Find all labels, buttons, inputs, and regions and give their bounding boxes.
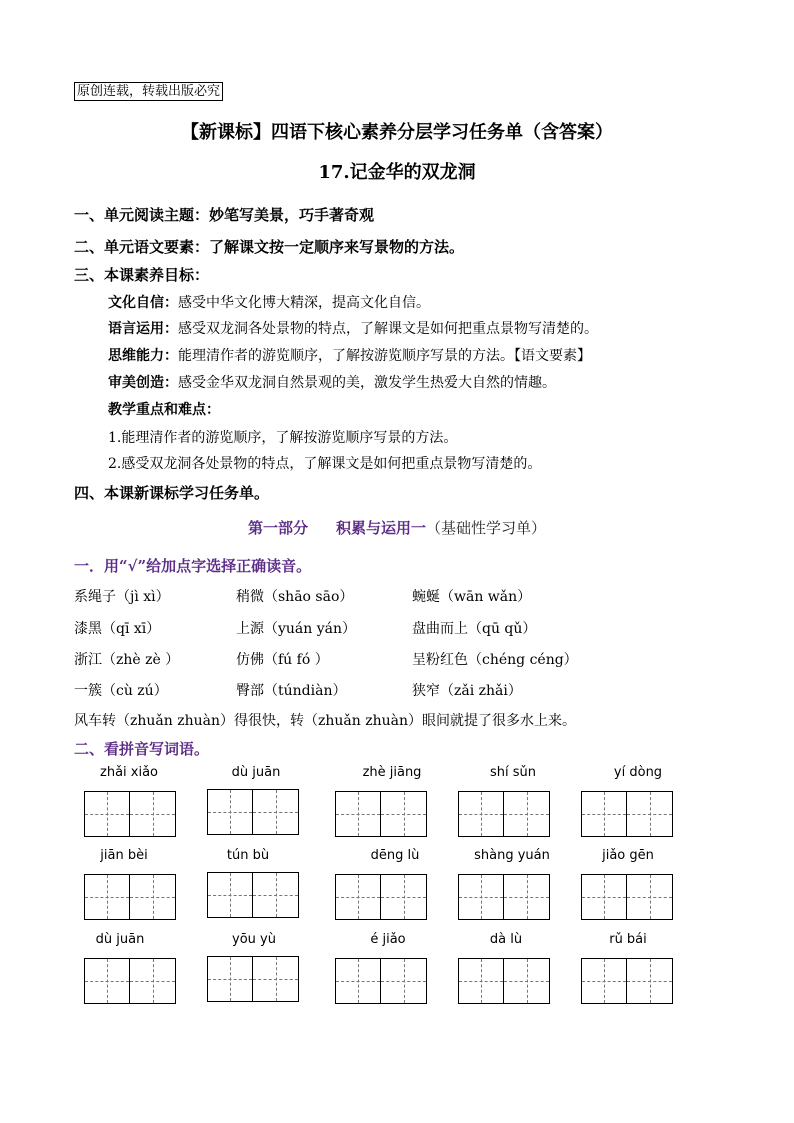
writing-grid[interactable] (458, 791, 550, 837)
goal-text: 能理清作者的游览顺序，了解按游览顺序写景的方法。【语文要素】 (178, 348, 591, 364)
writing-grid[interactable] (335, 958, 427, 1004)
goal-label: 审美创造： (108, 375, 178, 391)
pinyin-label: shàng yuán (474, 848, 550, 863)
writing-grid[interactable] (581, 791, 673, 837)
writing-grid[interactable] (335, 791, 427, 837)
copyright-notice: 原创连载，转载出版必究 (74, 82, 223, 101)
goal-label: 思维能力： (108, 348, 178, 364)
section-goals-heading: 三、本课素养目标： (74, 266, 210, 284)
pinyin-label: jiān bèi (100, 848, 148, 863)
goal-text: 感受中华文化博大精深，提高文化自信。 (178, 295, 430, 311)
q1-item: 盘曲而上（qū qǔ） (412, 621, 537, 637)
q1-item: 蜿蜒（wān wǎn） (412, 589, 532, 605)
pinyin-label: shí sǔn (489, 765, 536, 780)
pinyin-label: dà lù (489, 932, 523, 947)
q1-item: 仿佛（fú fó ） (236, 652, 329, 668)
goal-label: 文化自信： (108, 295, 178, 311)
writing-grid[interactable] (458, 874, 550, 920)
writing-grid[interactable] (581, 874, 673, 920)
q1-item: 浙江（zhè zè ） (74, 652, 180, 668)
section-language-elements: 二、单元语文要素：了解课文按一定顺序来写景物的方法。 (74, 238, 465, 256)
pinyin-label: tún bù (226, 848, 270, 863)
q1-item: 稍微（shāo sāo） (236, 589, 354, 605)
part-title: 第一部分 (247, 519, 308, 537)
writing-grid[interactable] (84, 791, 176, 837)
q1-item: 呈粉红色（chéng céng） (412, 652, 578, 668)
q1-item: 狭窄（zǎi zhǎi） (412, 683, 522, 699)
q1-item: 一簇（cù zú） (74, 683, 168, 699)
q1-heading: 一．用“√”给加点字选择正确读音。 (74, 557, 312, 575)
pinyin-label: zhè jiāng (362, 765, 422, 780)
writing-grid[interactable] (207, 789, 299, 835)
pinyin-label: dù juān (95, 932, 145, 947)
writing-grid[interactable] (207, 956, 299, 1002)
pinyin-label: yōu yù (232, 932, 276, 947)
goal-aesthetic (108, 372, 556, 392)
lesson-title: 17.记金华的双龙洞 (318, 162, 476, 183)
goal-text: 感受金华双龙洞自然景观的美，激发学生热爱大自然的情趣。 (178, 375, 556, 391)
section-reading-theme: 一、单元阅读主题：妙笔写美景，巧手著奇观 (74, 206, 375, 224)
pinyin-label: dù juān (231, 765, 281, 780)
pinyin-label: zhǎi xiǎo (100, 765, 158, 780)
writing-grid[interactable] (84, 874, 176, 920)
goal-thinking (108, 345, 591, 365)
goal-text: 感受双龙洞各处景物的特点，了解课文是如何把重点景物写清楚的。 (178, 321, 598, 337)
part-heading (0, 517, 794, 538)
goal-culture (108, 292, 430, 312)
q2-heading: 二、看拼音写词语。 (74, 740, 210, 758)
part-type: （基础性学习单） (426, 519, 547, 537)
q1-item: 臀部（túndiàn） (236, 683, 347, 699)
q1-item-last: 风车转（zhuǎn zhuàn）得很快，转（zhuǎn zhuàn）眼间就提了很多水上来。 (74, 713, 576, 729)
writing-grid[interactable] (335, 874, 427, 920)
pinyin-label: rǔ bái (609, 932, 647, 947)
key-point-1: 1.能理清作者的游览顺序，了解按游览顺序写景的方法。 (108, 430, 458, 446)
q1-item: 漆黑（qī xī） (74, 621, 161, 637)
writing-grid[interactable] (207, 872, 299, 918)
part-name: 积累与运用一 (335, 519, 426, 537)
pinyin-label: é jiǎo (370, 932, 406, 947)
writing-grid[interactable] (84, 958, 176, 1004)
key-points-heading: 教学重点和难点： (108, 402, 220, 418)
goal-language (108, 318, 598, 338)
q1-item: 上源（yuán yán） (236, 621, 357, 637)
pinyin-label: dēng lù (370, 848, 420, 863)
pinyin-label: yí dòng (613, 765, 663, 780)
goal-label: 语言运用： (108, 321, 178, 337)
section-task-list: 四、本课新课标学习任务单。 (74, 484, 270, 502)
key-point-2: 2.感受双龙洞各处景物的特点，了解课文是如何把重点景物写清楚的。 (108, 456, 542, 472)
writing-grid[interactable] (458, 958, 550, 1004)
pinyin-label: jiǎo gēn (602, 848, 654, 863)
writing-grid[interactable] (581, 958, 673, 1004)
q1-item: 系绳子（jì xì） (74, 589, 170, 605)
document-title: 【新课标】四语下核心素养分层学习任务单（含答案） (181, 122, 613, 143)
